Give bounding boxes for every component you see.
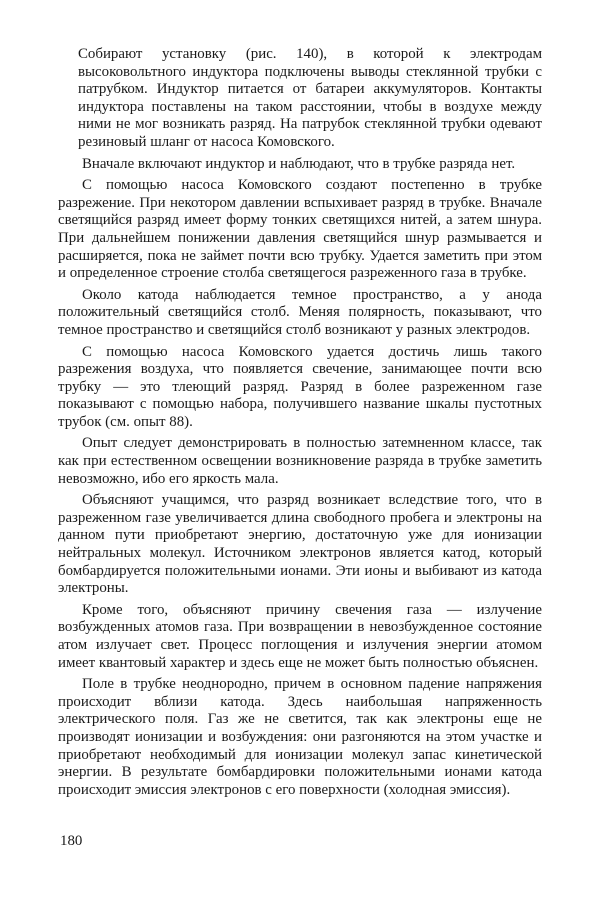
page-number: 180: [60, 833, 83, 849]
paragraph-initial: Вначале включают индуктор и наблюдают, что в трубке разряда нет.: [82, 155, 516, 172]
page-text: [58, 46, 542, 803]
paragraph-setup: Собирают установку (рис. 140), в которой к электродам высоковольтного индуктора подключены выводы стеклянной трубки с патрубком. Индуктор питается от батареи аккумуляторов. Контакты индуктора поставлены на таком расстоянии, чтобы в воздухе между ними не мог возникать разряд. На патрубок стеклянной трубки одевают резиновый шланг от насоса Комовского.: [78, 46, 542, 150]
paragraph-explanation: Объясняют учащимся, что разряд возникает вследствие того, что в разреженном газе увеличивается длина свободного пробега и электроны на данном пути приобретают энергию, достаточную уже для ионизации нейтральных молекул. Источником электронов является катод, который бомбардируется положительными ионами. Эти ионы и выбивают из катода электроны.: [58, 492, 542, 597]
paragraph-field: Поле в трубке неоднородно, причем в основном падение напряжения происходит вблизи катода. Здесь наибольшая напряженность электрического поля. Газ же не светится, так как электроны еще не производят ионизации и возбуждения: они разгоняются на этом участке и приобретают необходимый для ионизации молекул запас кинетической энергии. В результате бомбардировки положительными ионами катода происходит эмиссия электронов с его поверхности (холодная эмиссия).: [58, 676, 542, 798]
paragraph-cathode-anode: Около катода наблюдается темное пространство, а у анода положительный светящийся столб. Меняя полярность, показывают, что темное пространство и светящийся столб возникают у разных электродов.: [58, 286, 542, 338]
paragraph-glow-cause: Кроме того, объясняют причину свечения газа — излучение возбужденных атомов газа. При возвращении в невозбужденное состояние атом излучает свет. Процесс поглощения и излучения энергии атомом имеет квантовый характер и здесь еще не может быть полностью объяснен.: [58, 601, 542, 671]
paragraph-darkened-class: Опыт следует демонстрировать в полностью затемненном классе, так как при естественном освещении возникновение разряда в трубке заметить невозможно, ибо его яркость мала.: [58, 435, 542, 487]
paragraph-glow-discharge: С помощью насоса Комовского удается достичь лишь такого разрежения воздуха, что появляется свечение, занимающее почти всю трубку — это тлеющий разряд. Разряд в более разреженном газе показывают с помощью набора, получившего название шкалы пустотных трубок (см. опыт 88).: [58, 343, 542, 430]
paragraph-vacuum-pump: С помощью насоса Комовского создают постепенно в трубке разрежение. При некотором давлении вспыхивает разряд в трубке. Вначале светящийся разряд имеет форму тонких светящихся нитей, а затем шнура. При дальнейшем понижении давления светящийся шнур размывается и расширяется, пока не займет почти всю трубку. Удается заметить при этом и определенное строение столба светящегося разреженного газа в трубке.: [58, 177, 542, 282]
